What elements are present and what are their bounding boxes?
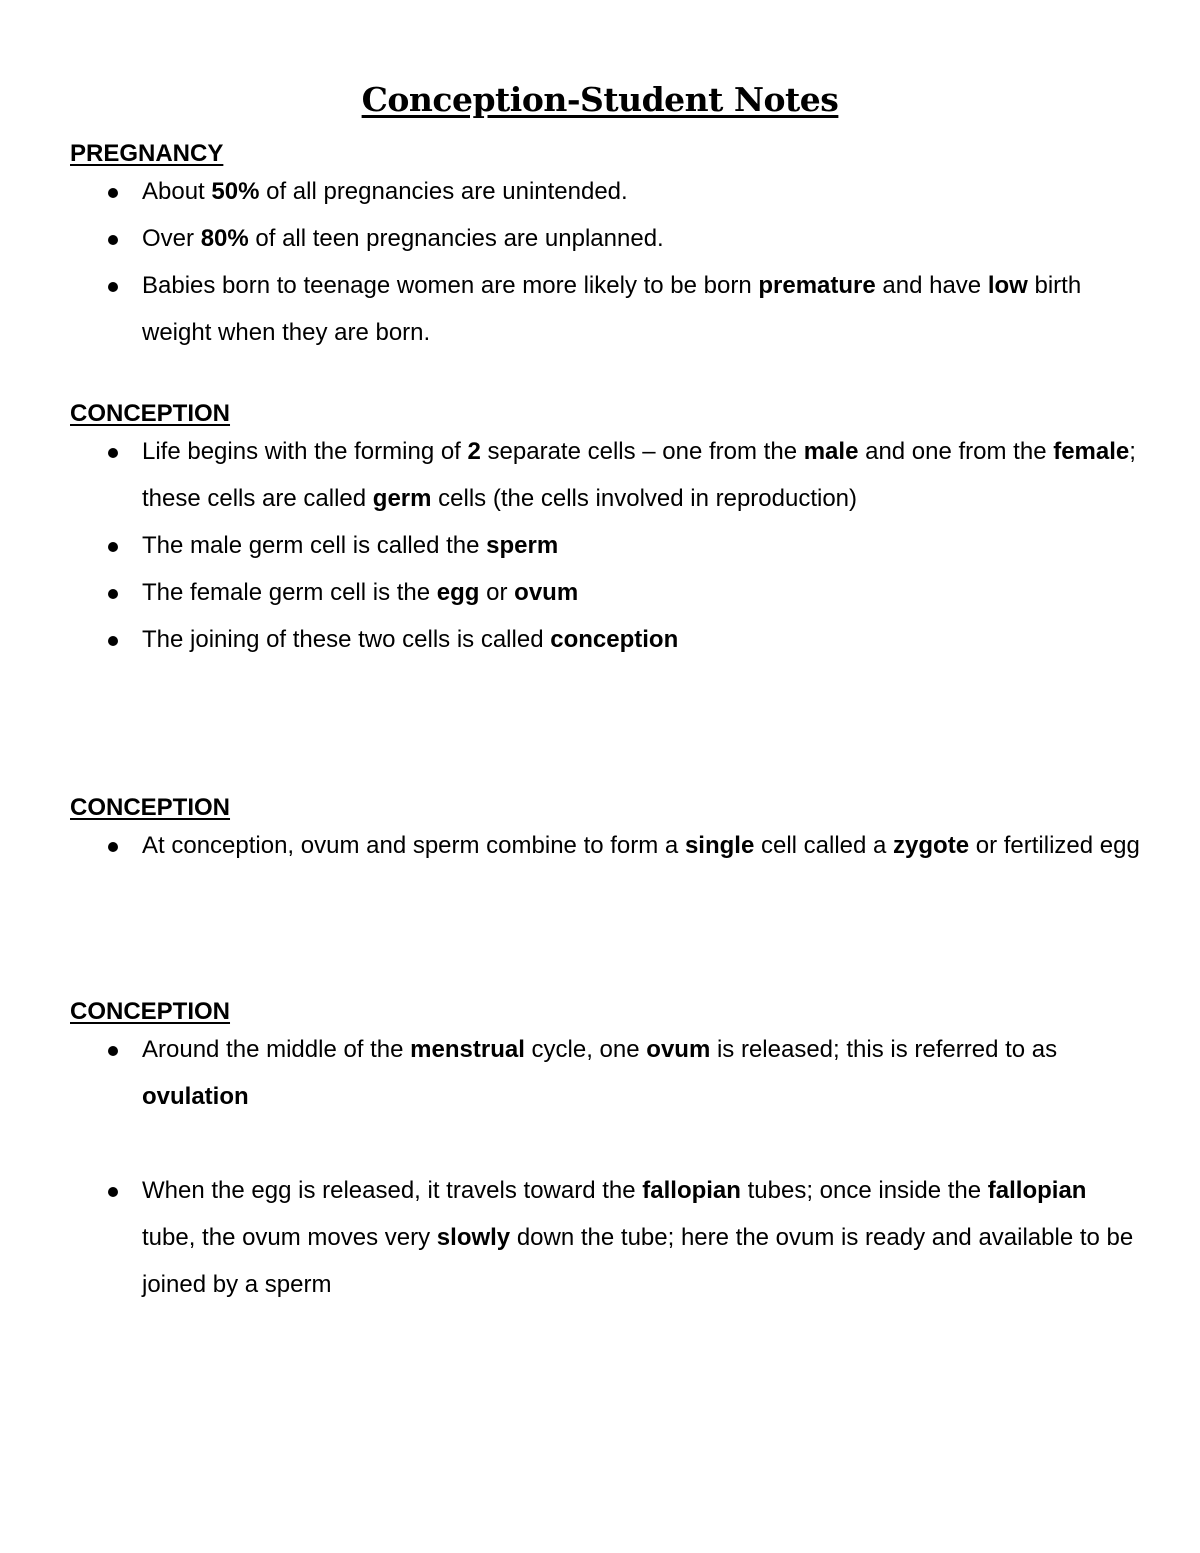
text-run: About	[142, 178, 212, 205]
bold-text: egg	[436, 579, 480, 606]
list-item	[70, 522, 1140, 569]
bold-text: ovum	[514, 579, 579, 606]
text-run: Over	[142, 225, 201, 252]
list-item	[70, 168, 1140, 215]
text-run: ; these cells are called	[142, 438, 1136, 512]
list-item	[70, 1026, 1140, 1120]
list-item	[70, 215, 1140, 262]
list-item	[70, 1167, 1140, 1308]
text-run: tube, the ovum moves very	[142, 1224, 437, 1251]
text-run: cell called a	[754, 832, 894, 859]
bullet-icon	[108, 842, 118, 852]
text-run: separate cells – one from the	[480, 438, 804, 465]
text-run: The male germ cell is called the	[142, 532, 487, 559]
bullet-icon	[108, 448, 118, 458]
bold-text: 80%	[200, 225, 249, 252]
bold-text: fallopian	[642, 1177, 741, 1204]
bold-text: ovum	[646, 1036, 711, 1063]
bullet-icon	[108, 1046, 118, 1056]
text-run: birth weight when they are born.	[142, 272, 1082, 346]
text-run: Around the middle of the	[142, 1036, 411, 1063]
list-item	[70, 569, 1140, 616]
bold-text: 2	[467, 438, 481, 465]
text-run: of all pregnancies are unintended.	[259, 178, 628, 205]
bullet-icon	[108, 282, 118, 292]
text-run: and one from the	[858, 438, 1054, 465]
section-heading: CONCEPTION	[70, 794, 231, 821]
bold-text: slowly	[436, 1224, 511, 1251]
text-run: cycle, one	[524, 1036, 647, 1063]
bold-text: germ	[372, 485, 432, 512]
bullet-list	[70, 822, 1140, 869]
bullet-icon	[108, 589, 118, 599]
page-title: Conception-Student Notes	[361, 80, 839, 119]
text-run: and have	[875, 272, 988, 299]
text-run: cells (the cells involved in reproduction)	[431, 485, 858, 512]
text-run: is released; this is referred to as	[710, 1036, 1058, 1063]
text-run: The female germ cell is the	[142, 579, 437, 606]
text-run: tubes; once inside the	[740, 1177, 988, 1204]
text-run: The joining of these two cells is called	[142, 626, 551, 653]
bold-text: premature	[758, 272, 876, 299]
text-run: At conception, ovum and sperm combine to form a	[142, 832, 685, 859]
bold-text: fallopian	[987, 1177, 1087, 1204]
bullet-icon	[108, 542, 118, 552]
list-item	[70, 428, 1140, 522]
text-run: or	[479, 579, 515, 606]
bullet-list	[70, 168, 1140, 356]
bold-text: menstrual	[410, 1036, 525, 1063]
section-heading: CONCEPTION	[70, 998, 231, 1025]
text-run: or fertilized egg	[969, 832, 1140, 859]
bold-text: male	[803, 438, 859, 465]
text-run: down the tube; here the ovum is ready and available to be joined by a sperm	[142, 1224, 1134, 1298]
bullet-icon	[108, 188, 118, 198]
bullet-list	[70, 428, 1140, 663]
text-run: of all teen pregnancies are unplanned.	[248, 225, 664, 252]
bold-text: low	[987, 272, 1028, 299]
section-pregnancy	[70, 140, 1140, 356]
list-item	[70, 262, 1140, 356]
bold-text: zygote	[893, 832, 970, 859]
section-heading: CONCEPTION	[70, 400, 231, 427]
bullet-list	[70, 1026, 1140, 1308]
section-conception-2	[70, 794, 1140, 869]
list-item	[70, 822, 1140, 869]
bullet-icon	[108, 636, 118, 646]
section-heading: PREGNANCY	[70, 140, 224, 167]
spacer	[70, 1120, 1140, 1167]
bold-text: sperm	[486, 532, 559, 559]
text-run: When the egg is released, it travels toward the	[142, 1177, 643, 1204]
bullet-icon	[108, 235, 118, 245]
bullet-icon	[108, 1187, 118, 1197]
bold-text: female	[1053, 438, 1130, 465]
bold-text: 50%	[211, 178, 260, 205]
text-run: Babies born to teenage women are more likely to be born	[142, 272, 759, 299]
section-conception-3	[70, 998, 1140, 1308]
text-run: Life begins with the forming of	[142, 438, 468, 465]
bold-text: single	[684, 832, 755, 859]
bold-text: conception	[550, 626, 679, 653]
section-conception-1	[70, 400, 1140, 663]
list-item	[70, 616, 1140, 663]
bold-text: ovulation	[142, 1083, 249, 1110]
